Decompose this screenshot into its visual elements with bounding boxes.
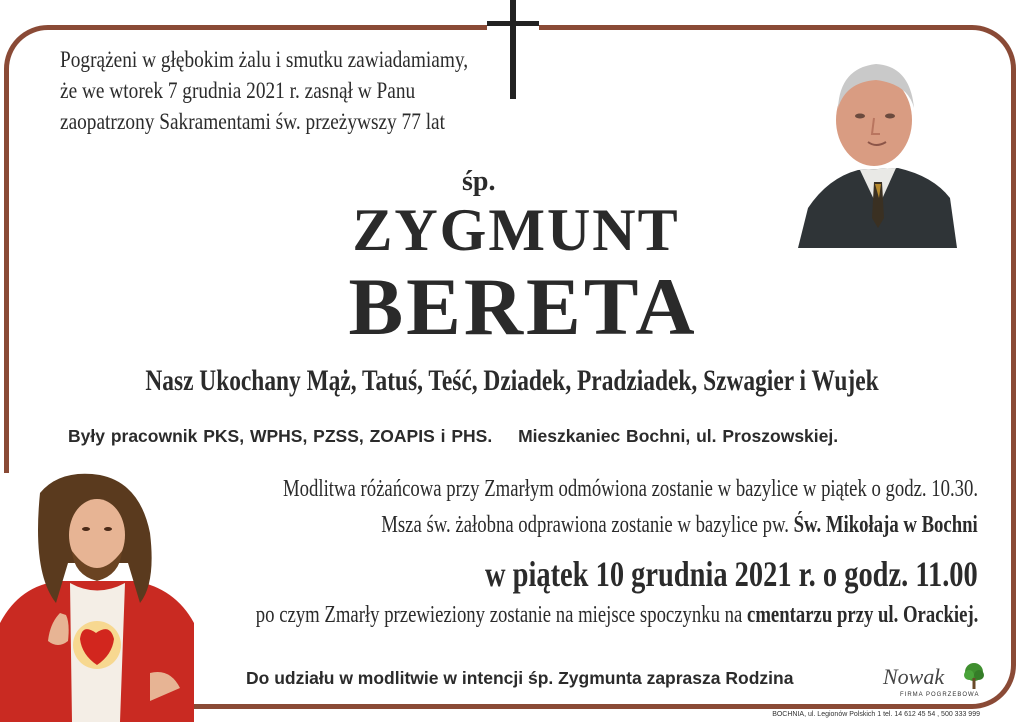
funeral-home-logo [880,662,990,702]
burial-info [255,602,978,629]
deceased-first-name: ZYGMUNT [352,197,680,263]
portrait-photo [798,58,957,248]
deceased-last-name: BERETA [348,261,698,352]
burial-prefix: po czym Zmarły przewieziony zostanie na miejsce spoczynku na [255,602,742,628]
funeral-date-time: w piątek 10 grudnia 2021 r. o godz. 11.00 [485,554,978,594]
family-relations: Nasz Ukochany Mąż, Tatuś, Teść, Dziadek, Pradziadek, Szwagier i Wujek [145,364,879,397]
intro-line: Pogrążeni w głębokim żalu i smutku zawiadamiamy, [60,47,469,72]
intro-line: że we wtorek 7 grudnia 2021 r. zasnął w Panu [60,78,416,103]
footer-contact: BOCHNIA, ul. Legionów Polskich 1 tel. 14 612 45 54 , 500 333 999 [772,711,980,718]
work-history: Były pracownik PKS, WPHS, PZSS, ZOAPIS i PHS. [68,426,493,446]
intro-line: zaopatrzony Sakramentami św. przeżywszy 77 lat [60,109,446,134]
mass-prefix: Msza św. żałobna odprawiona zostanie w bazylice pw. [381,512,790,538]
latin-cross-icon [487,0,539,100]
mass-info [381,512,978,539]
intro-text [60,44,469,137]
biography-line [68,426,838,447]
logo-name: Nowak [883,664,945,689]
mass-place: Św. Mikołaja w Bochni [793,512,978,538]
residence: Mieszkaniec Bochni, ul. Proszowskiej. [518,426,839,446]
burial-place: cmentarzu przy ul. Orackiej. [746,602,978,628]
sacred-heart-image [0,473,194,722]
deceased-prefix: śp. [462,166,496,197]
logo-subtitle: FIRMA POGRZEBOWA [900,692,980,698]
family-invitation: Do udziału w modlitwie w intencji śp. Zygmunta zaprasza Rodzina [246,668,794,688]
rosary-info: Modlitwa różańcowa przy Zmarłym odmówiona zostanie w bazylice w piątek o godz. 10.30. [282,476,978,502]
tree-icon [962,662,986,690]
